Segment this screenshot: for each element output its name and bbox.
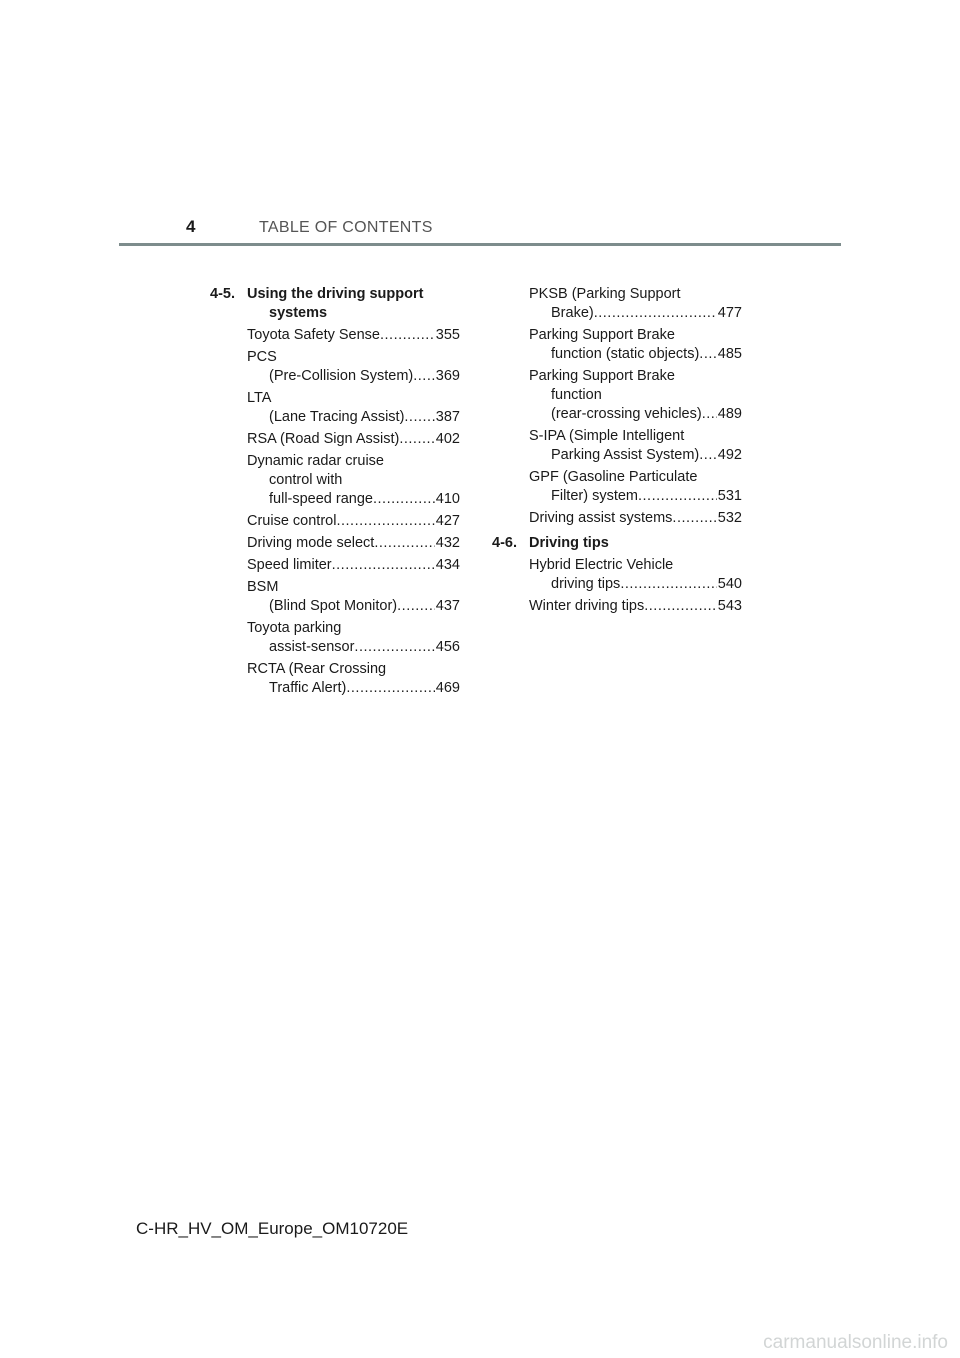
entry-text: RSA (Road Sign Assist) xyxy=(247,431,400,447)
entry-text: RCTA (Rear Crossing xyxy=(247,661,387,677)
entry-text: Speed limiter xyxy=(247,557,332,573)
entry-last-line xyxy=(529,509,742,528)
section-number: 4-6. xyxy=(492,535,517,551)
entry-page-number: 387 xyxy=(435,409,460,425)
toc-entry[interactable] xyxy=(529,556,742,594)
entry-last-line xyxy=(247,326,460,345)
entry-last-line xyxy=(247,597,460,616)
page-header xyxy=(0,0,960,250)
toc-entry[interactable] xyxy=(529,509,742,528)
toc-entry[interactable] xyxy=(247,556,460,575)
entry-last-line xyxy=(247,408,460,427)
section-title: Using the driving support systems xyxy=(247,286,424,321)
dot-leader xyxy=(404,408,434,427)
entry-last-line xyxy=(529,304,742,323)
section-heading[interactable] xyxy=(210,285,460,323)
entry-text: Parking Support Brake xyxy=(529,368,675,384)
dot-leader xyxy=(413,367,435,386)
entry-text: LTA xyxy=(247,390,272,406)
entry-page-number: 355 xyxy=(435,327,460,343)
entry-text: PCS xyxy=(247,349,277,365)
entry-text: (rear-crossing vehicles) xyxy=(551,406,702,422)
entry-last-line xyxy=(529,487,742,506)
entry-text: Filter) system xyxy=(551,488,638,504)
entry-text: BSM xyxy=(247,579,279,595)
entry-last-line xyxy=(529,597,742,616)
entry-text: function (static objects) xyxy=(551,346,700,362)
entry-last-line xyxy=(247,638,460,657)
entry-list xyxy=(492,285,742,528)
toc-entry[interactable] xyxy=(529,427,742,465)
toc-entry[interactable] xyxy=(247,619,460,657)
toc-section xyxy=(210,285,460,698)
entry-list xyxy=(210,326,460,698)
toc-entry[interactable] xyxy=(247,534,460,553)
entry-text: Winter driving tips xyxy=(529,598,645,614)
dot-leader xyxy=(594,304,717,323)
entry-page-number: 469 xyxy=(435,680,460,696)
entry-last-line xyxy=(247,430,460,449)
entry-page-number: 540 xyxy=(717,576,742,592)
dot-leader xyxy=(374,534,434,553)
entry-page-number: 532 xyxy=(717,510,742,526)
footer-doc-id: C-HR_HV_OM_Europe_OM10720E xyxy=(136,1219,409,1238)
toc-entry[interactable] xyxy=(529,326,742,364)
entry-last-line xyxy=(529,446,742,465)
toc-entry[interactable] xyxy=(529,367,742,424)
entry-text: (Blind Spot Monitor) xyxy=(269,598,398,614)
section-number: 4-5. xyxy=(210,286,235,302)
entry-page-number: 434 xyxy=(435,557,460,573)
toc-entry[interactable] xyxy=(247,578,460,616)
toc-entry[interactable] xyxy=(247,430,460,449)
toc-entry[interactable] xyxy=(247,660,460,698)
header-divider xyxy=(119,243,841,246)
entry-page-number: 432 xyxy=(435,535,460,551)
entry-page-number: 492 xyxy=(717,447,742,463)
toc-entry[interactable] xyxy=(247,348,460,386)
entry-last-line xyxy=(529,575,742,594)
entry-text: (Pre-Collision System) xyxy=(269,368,414,384)
entry-text: Parking Support Brake xyxy=(529,327,675,343)
entry-text: Traffic Alert) xyxy=(269,680,347,696)
dot-leader xyxy=(397,597,435,616)
entry-text: driving tips xyxy=(551,576,621,592)
dot-leader xyxy=(332,556,435,575)
dot-leader xyxy=(336,512,434,531)
dot-leader xyxy=(672,509,716,528)
entry-last-line xyxy=(247,679,460,698)
entry-last-line xyxy=(529,405,742,424)
toc-entry[interactable] xyxy=(247,326,460,345)
entry-page-number: 477 xyxy=(717,305,742,321)
dot-leader xyxy=(620,575,716,594)
entry-text: Hybrid Electric Vehicle xyxy=(529,557,674,573)
dot-leader xyxy=(638,487,717,506)
toc-entry[interactable] xyxy=(247,512,460,531)
toc-section xyxy=(492,534,742,616)
entry-page-number: 369 xyxy=(435,368,460,384)
entry-last-line xyxy=(247,367,460,386)
toc-entry[interactable] xyxy=(247,389,460,427)
toc-entry[interactable] xyxy=(247,452,460,509)
entry-page-number: 456 xyxy=(435,639,460,655)
dot-leader xyxy=(702,405,717,424)
entry-text: Cruise control xyxy=(247,513,337,529)
entry-text: function xyxy=(551,387,602,403)
entry-text: Toyota Safety Sense xyxy=(247,327,380,343)
section-heading[interactable] xyxy=(492,534,742,553)
entry-page-number: 531 xyxy=(717,488,742,504)
entry-text: Driving assist systems xyxy=(529,510,673,526)
entry-last-line xyxy=(529,345,742,364)
entry-text: Dynamic radar cruise xyxy=(247,453,384,469)
toc-column-right xyxy=(492,285,742,622)
page-number: 4 xyxy=(186,217,196,236)
entry-text: Brake) xyxy=(551,305,594,321)
entry-page-number: 437 xyxy=(435,598,460,614)
entry-text: control with xyxy=(269,472,343,488)
toc-entry[interactable] xyxy=(529,597,742,616)
entry-text: PKSB (Parking Support xyxy=(529,286,681,302)
toc-entry[interactable] xyxy=(529,285,742,323)
entry-text: S-IPA (Simple Intelligent xyxy=(529,428,685,444)
entry-page-number: 489 xyxy=(717,406,742,422)
toc-column-left xyxy=(210,285,460,704)
dot-leader xyxy=(699,446,717,465)
entry-text: Driving mode select xyxy=(247,535,375,551)
entry-page-number: 410 xyxy=(435,491,460,507)
section-title: Driving tips xyxy=(529,535,609,551)
entry-page-number: 485 xyxy=(717,346,742,362)
entry-text: GPF (Gasoline Particulate xyxy=(529,469,698,485)
entry-page-number: 427 xyxy=(435,513,460,529)
toc-section xyxy=(492,285,742,528)
entry-list xyxy=(492,556,742,616)
dot-leader xyxy=(373,490,435,509)
dot-leader xyxy=(644,597,717,616)
dot-leader xyxy=(699,345,717,364)
dot-leader xyxy=(399,430,434,449)
toc-entry[interactable] xyxy=(529,468,742,506)
entry-last-line xyxy=(247,512,460,531)
dot-leader xyxy=(354,638,434,657)
entry-text: Parking Assist System) xyxy=(551,447,700,463)
entry-text: Toyota parking xyxy=(247,620,342,636)
entry-last-line xyxy=(247,556,460,575)
dot-leader xyxy=(346,679,434,698)
entry-text: full-speed range xyxy=(269,491,373,507)
entry-last-line xyxy=(247,534,460,553)
entry-page-number: 402 xyxy=(435,431,460,447)
entry-last-line xyxy=(247,490,460,509)
entry-text: (Lane Tracing Assist) xyxy=(269,409,405,425)
dot-leader xyxy=(380,326,435,345)
header-title: TABLE OF CONTENTS xyxy=(259,219,433,236)
entry-page-number: 543 xyxy=(717,598,742,614)
entry-text: assist-sensor xyxy=(269,639,355,655)
watermark: carmanualsonline.info xyxy=(763,1332,948,1353)
